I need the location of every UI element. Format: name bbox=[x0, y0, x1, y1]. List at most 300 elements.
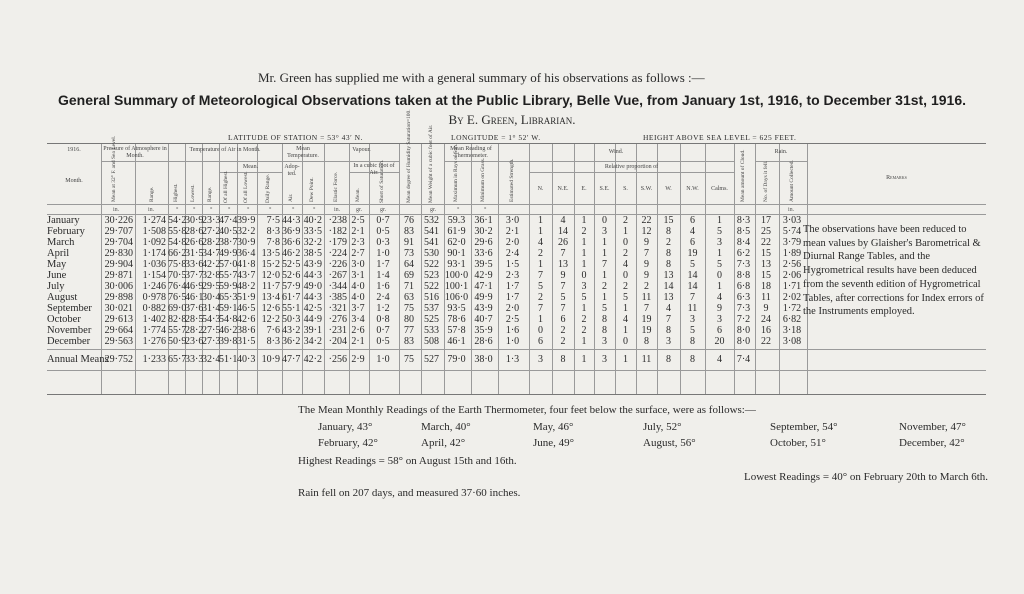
row-january-mn: 36·1 bbox=[474, 215, 493, 226]
row-may-wind-2: 1 bbox=[581, 259, 587, 270]
annual-rule bbox=[47, 349, 986, 350]
row-january-ad: 44·3 bbox=[282, 215, 301, 226]
row-april-cl: 6·2 bbox=[736, 248, 751, 259]
row-january-lo: 30·9 bbox=[185, 215, 204, 226]
row-december-lo: 23·6 bbox=[185, 336, 204, 347]
header-rain-days: No. of Days it fell. bbox=[763, 160, 769, 202]
row-may-wind-7: 5 bbox=[690, 259, 695, 270]
header-cubic-foot: In a cubic foot of Air. bbox=[353, 163, 395, 176]
row-february-ad: 36·9 bbox=[282, 226, 301, 237]
row-november-label: November bbox=[47, 325, 92, 336]
header-dir-sw: S.W. bbox=[640, 186, 653, 192]
row-september-mn: 43·9 bbox=[474, 303, 493, 314]
row-february-lo: 28·6 bbox=[185, 226, 204, 237]
row-november-wind-3: 8 bbox=[602, 325, 607, 336]
row-annual-means-mx: 79·0 bbox=[447, 354, 466, 365]
row-january-hum: 76 bbox=[404, 215, 414, 226]
header-pressure: Pressure of Atmosphere in Month. bbox=[103, 146, 167, 159]
row-june-ef: ·267 bbox=[328, 270, 347, 281]
row-february-wt: 541 bbox=[424, 226, 439, 237]
row-august-hi: 76·5 bbox=[168, 292, 187, 303]
row-november-wind-1: 2 bbox=[560, 325, 566, 336]
row-july-rd: 18 bbox=[761, 281, 771, 292]
row-august-mx: 106·0 bbox=[444, 292, 469, 303]
row-june-vm: 3·1 bbox=[351, 270, 365, 281]
row-september-wind-6: 4 bbox=[666, 303, 671, 314]
row-may-air: 43·9 bbox=[303, 259, 322, 270]
row-august-wind-6: 13 bbox=[663, 292, 674, 303]
row-august-air: 44·3 bbox=[303, 292, 322, 303]
intro-text: Mr. Green has supplied me with a general summary of his observations as follows :— bbox=[258, 70, 705, 85]
row-annual-means-wind-8: 4 bbox=[717, 354, 722, 365]
header-temperature: Temperature of Air in Month. bbox=[189, 147, 261, 153]
row-october-rg: 54·3 bbox=[202, 314, 221, 325]
row-december-al: 31·5 bbox=[237, 336, 256, 347]
unit-deg: ° bbox=[228, 207, 231, 213]
row-november-wind-4: 1 bbox=[623, 325, 628, 336]
row-september-hi: 69·0 bbox=[168, 303, 187, 314]
row-october-wind-1: 6 bbox=[560, 314, 566, 325]
row-june-air: 44·3 bbox=[303, 270, 322, 281]
row-may-ss: 1·7 bbox=[376, 259, 390, 270]
row-october-hi: 82·8 bbox=[168, 314, 187, 325]
row-annual-means-ad: 47·7 bbox=[282, 354, 301, 365]
row-september-es: 2·0 bbox=[505, 303, 520, 314]
row-january-wind-6: 15 bbox=[663, 215, 674, 226]
header-rule bbox=[47, 204, 986, 205]
row-march-vm: 2·3 bbox=[351, 237, 365, 248]
row-february-wind-1: 14 bbox=[558, 226, 568, 237]
row-april-wind-2: 1 bbox=[581, 248, 587, 259]
row-april-ef: ·224 bbox=[328, 248, 347, 259]
row-february-hum: 83 bbox=[404, 226, 414, 237]
header-dir-ne: N.E. bbox=[557, 186, 569, 192]
row-april-wt: 530 bbox=[424, 248, 439, 259]
row-july-ad: 57·9 bbox=[282, 281, 301, 292]
row-january-vm: 2·5 bbox=[351, 215, 365, 226]
row-february-mx: 61·9 bbox=[447, 226, 466, 237]
row-november-mx: 57·8 bbox=[447, 325, 466, 336]
row-may-wind-4: 4 bbox=[623, 259, 628, 270]
row-march-wt: 541 bbox=[424, 237, 439, 248]
row-september-wind-8: 9 bbox=[717, 303, 722, 314]
row-july-al: 48·2 bbox=[237, 281, 256, 292]
row-annual-means-label: Annual Means bbox=[47, 354, 109, 365]
row-january-ah: 47·4 bbox=[219, 215, 238, 226]
header-rain-amount: Amount Collected. bbox=[789, 160, 795, 202]
row-october-air: 44·9 bbox=[303, 314, 322, 325]
row-november-wind-6: 8 bbox=[666, 325, 671, 336]
row-august-wind-7: 7 bbox=[690, 292, 695, 303]
row-october-pr: 1·402 bbox=[142, 314, 166, 325]
row-annual-means-ss: 1·0 bbox=[376, 354, 390, 365]
row-january-wind-4: 2 bbox=[623, 215, 628, 226]
row-annual-means-rg: 32·4 bbox=[202, 354, 221, 365]
row-september-wind-1: 7 bbox=[560, 303, 566, 314]
row-march-wind-7: 6 bbox=[690, 237, 695, 248]
row-may-rd: 13 bbox=[761, 259, 771, 270]
row-july-es: 1·7 bbox=[505, 281, 520, 292]
row-november-rg: 27·5 bbox=[202, 325, 221, 336]
row-august-rg: 30·4 bbox=[202, 292, 221, 303]
row-january-wind-5: 22 bbox=[641, 215, 652, 226]
row-june-wind-3: 1 bbox=[602, 270, 607, 281]
row-september-dr: 12·6 bbox=[261, 303, 280, 314]
row-april-p: 29·830 bbox=[104, 248, 133, 259]
row-december-air: 34·2 bbox=[303, 336, 322, 347]
row-january-wind-8: 1 bbox=[717, 215, 722, 226]
row-february-ra: 5·74 bbox=[782, 226, 802, 237]
row-april-wind-1: 7 bbox=[560, 248, 566, 259]
row-july-mx: 100·1 bbox=[444, 281, 469, 292]
row-october-vm: 3·4 bbox=[351, 314, 365, 325]
row-august-ef: ·385 bbox=[328, 292, 347, 303]
row-june-wind-5: 9 bbox=[644, 270, 649, 281]
row-february-pr: 1·508 bbox=[142, 226, 166, 237]
row-march-ef: ·179 bbox=[328, 237, 347, 248]
row-march-wind-3: 1 bbox=[602, 237, 607, 248]
row-may-dr: 15·2 bbox=[261, 259, 280, 270]
row-september-rd: 9 bbox=[763, 303, 769, 314]
row-june-wind-0: 7 bbox=[538, 270, 543, 281]
row-july-ra: 1·71 bbox=[782, 281, 802, 292]
earth-oct: October, 51° bbox=[770, 437, 826, 449]
row-january-air: 40·2 bbox=[303, 215, 322, 226]
row-december-rd: 22 bbox=[761, 336, 771, 347]
row-october-ah: 54·8 bbox=[219, 314, 238, 325]
unit-deg: ° bbox=[193, 207, 196, 213]
row-march-label: March bbox=[47, 237, 75, 248]
earth-mar: March, 40° bbox=[421, 421, 471, 433]
row-august-wind-4: 5 bbox=[623, 292, 628, 303]
row-august-rd: 11 bbox=[761, 292, 771, 303]
row-december-mx: 46·1 bbox=[447, 336, 466, 347]
row-annual-means-p: 29·752 bbox=[104, 354, 133, 365]
row-april-wind-0: 2 bbox=[538, 248, 543, 259]
row-november-air: 39·1 bbox=[303, 325, 322, 336]
row-april-label: April bbox=[47, 248, 70, 259]
row-january-es: 3·0 bbox=[505, 215, 520, 226]
row-may-wind-6: 8 bbox=[666, 259, 671, 270]
header-lowest: Lowest. bbox=[190, 184, 196, 202]
row-october-dr: 12·2 bbox=[261, 314, 280, 325]
row-march-dr: 7·8 bbox=[266, 237, 280, 248]
row-december-label: December bbox=[47, 336, 91, 347]
row-february-vm: 2·1 bbox=[351, 226, 365, 237]
row-march-wind-6: 2 bbox=[666, 237, 671, 248]
row-july-wind-8: 1 bbox=[717, 281, 722, 292]
row-september-wind-0: 7 bbox=[538, 303, 543, 314]
row-march-es: 2·0 bbox=[505, 237, 520, 248]
row-january-hi: 54·2 bbox=[168, 215, 187, 226]
row-november-pr: 1·774 bbox=[142, 325, 166, 336]
row-april-vm: 2·7 bbox=[351, 248, 365, 259]
row-october-al: 42·6 bbox=[237, 314, 256, 325]
row-february-wind-8: 5 bbox=[717, 226, 722, 237]
header-highest: Highest. bbox=[173, 183, 179, 202]
row-april-wind-6: 8 bbox=[666, 248, 671, 259]
row-september-ah: 59·1 bbox=[219, 303, 238, 314]
row-march-mn: 29·6 bbox=[474, 237, 493, 248]
earth-jul: July, 52° bbox=[643, 421, 682, 433]
row-april-ad: 46·2 bbox=[282, 248, 301, 259]
row-february-air: 33·5 bbox=[303, 226, 322, 237]
row-september-pr: 0·882 bbox=[142, 303, 166, 314]
row-april-air: 38·5 bbox=[303, 248, 322, 259]
row-july-dr: 11·7 bbox=[262, 281, 280, 292]
row-january-wind-1: 4 bbox=[560, 215, 566, 226]
unit-gr: gr. bbox=[430, 207, 437, 213]
header-dir-e: E. bbox=[581, 186, 587, 192]
row-october-ra: 6·82 bbox=[782, 314, 802, 325]
row-july-wind-7: 14 bbox=[687, 281, 698, 292]
row-april-dr: 13·5 bbox=[261, 248, 280, 259]
row-april-mx: 90·1 bbox=[447, 248, 466, 259]
row-january-wt: 532 bbox=[424, 215, 439, 226]
row-february-p: 29·707 bbox=[104, 226, 133, 237]
row-december-pr: 1·276 bbox=[142, 336, 166, 347]
row-august-wind-8: 4 bbox=[717, 292, 722, 303]
row-june-es: 2·3 bbox=[505, 270, 520, 281]
row-october-ss: 0·8 bbox=[376, 314, 390, 325]
row-december-ef: ·204 bbox=[328, 336, 347, 347]
row-august-es: 1·7 bbox=[505, 292, 520, 303]
row-july-wind-0: 5 bbox=[538, 281, 543, 292]
row-april-rg: 34·7 bbox=[202, 248, 221, 259]
row-april-rd: 15 bbox=[761, 248, 771, 259]
row-october-mn: 40·7 bbox=[474, 314, 493, 325]
row-may-pr: 1·036 bbox=[142, 259, 166, 270]
row-april-ra: 1·89 bbox=[782, 248, 802, 259]
header-dir-calms: Calms. bbox=[711, 186, 728, 192]
earth-feb: February, 42° bbox=[318, 437, 378, 449]
row-march-ad: 36·6 bbox=[282, 237, 301, 248]
wind-underline bbox=[498, 161, 734, 162]
station-latitude: LATITUDE OF STATION = 53° 43′ N. bbox=[228, 133, 363, 142]
row-january-wind-3: 0 bbox=[602, 215, 607, 226]
row-september-label: September bbox=[47, 303, 92, 314]
unit-deg: ° bbox=[269, 207, 272, 213]
row-june-mn: 42·9 bbox=[474, 270, 493, 281]
row-january-ra: 3·03 bbox=[782, 215, 802, 226]
row-annual-means-pr: 1·233 bbox=[142, 354, 166, 365]
row-june-ad: 52·6 bbox=[282, 270, 301, 281]
row-september-wind-5: 7 bbox=[644, 303, 649, 314]
row-january-dr: 7·5 bbox=[266, 215, 280, 226]
row-december-wind-6: 3 bbox=[666, 336, 671, 347]
unit-deg: ° bbox=[176, 207, 179, 213]
header-dew-point: Dew Point. bbox=[309, 177, 315, 202]
row-annual-means-hum: 75 bbox=[404, 354, 414, 365]
row-july-air: 49·0 bbox=[303, 281, 322, 292]
unit-in: in. bbox=[788, 207, 795, 213]
header-year: 1916. bbox=[67, 147, 81, 153]
row-september-vm: 3·7 bbox=[351, 303, 365, 314]
row-august-wind-0: 2 bbox=[538, 292, 543, 303]
earth-sep: September, 54° bbox=[770, 421, 838, 433]
row-february-wind-5: 12 bbox=[641, 226, 652, 237]
row-march-wind-0: 4 bbox=[538, 237, 543, 248]
row-annual-means-wt: 527 bbox=[424, 354, 439, 365]
row-may-ef: ·226 bbox=[328, 259, 347, 270]
row-february-cl: 8·5 bbox=[736, 226, 751, 237]
header-daily-range: Daily Range. bbox=[265, 173, 271, 203]
row-december-wt: 508 bbox=[424, 336, 439, 347]
station-longitude: LONGITUDE = 1° 52′ W. bbox=[451, 133, 541, 142]
vapour-underline bbox=[324, 161, 399, 162]
row-november-wind-7: 5 bbox=[690, 325, 695, 336]
row-april-wind-8: 1 bbox=[717, 248, 722, 259]
row-december-wind-2: 1 bbox=[581, 336, 587, 347]
row-may-wind-3: 7 bbox=[602, 259, 607, 270]
row-january-wind-7: 6 bbox=[690, 215, 695, 226]
row-annual-means-lo: 33·3 bbox=[185, 354, 204, 365]
row-october-rd: 24 bbox=[761, 314, 771, 325]
row-january-p: 30·226 bbox=[104, 215, 133, 226]
header-estimated-strength: Estimated Strength. bbox=[509, 158, 515, 202]
row-annual-means-wind-2: 1 bbox=[581, 354, 587, 365]
annual-rule-bottom bbox=[47, 370, 986, 371]
row-july-ss: 1·6 bbox=[376, 281, 390, 292]
row-annual-means-mn: 38·0 bbox=[474, 354, 493, 365]
row-july-wind-1: 7 bbox=[560, 281, 566, 292]
row-february-dr: 8·3 bbox=[266, 226, 280, 237]
row-annual-means-wind-4: 1 bbox=[623, 354, 628, 365]
row-august-wind-2: 5 bbox=[581, 292, 587, 303]
row-october-lo: 28·5 bbox=[185, 314, 204, 325]
row-march-hi: 54·8 bbox=[168, 237, 187, 248]
row-april-wind-7: 19 bbox=[687, 248, 698, 259]
header-vapour-mean: Mean. bbox=[355, 188, 361, 202]
row-may-al: 41·8 bbox=[237, 259, 256, 270]
unit-deg: ° bbox=[484, 207, 487, 213]
unit-deg: ° bbox=[292, 207, 295, 213]
row-november-hi: 55·7 bbox=[168, 325, 187, 336]
header-relative-proportion: Relative proportion of bbox=[604, 164, 659, 170]
row-annual-means-vm: 2·9 bbox=[351, 354, 365, 365]
row-january-al: 39·9 bbox=[237, 215, 256, 226]
row-august-vm: 4·0 bbox=[351, 292, 365, 303]
row-may-p: 29·904 bbox=[104, 259, 133, 270]
row-august-ss: 2·4 bbox=[376, 292, 390, 303]
row-september-hum: 75 bbox=[404, 303, 414, 314]
row-october-p: 29·613 bbox=[104, 314, 133, 325]
header-of-all-highest: Of all Highest. bbox=[223, 170, 229, 203]
row-february-wind-3: 3 bbox=[602, 226, 607, 237]
header-rain: Rain. bbox=[774, 149, 788, 155]
row-march-ah: 38·7 bbox=[219, 237, 238, 248]
row-october-ef: ·276 bbox=[328, 314, 347, 325]
row-july-vm: 4·0 bbox=[351, 281, 365, 292]
row-september-wind-7: 11 bbox=[687, 303, 698, 314]
row-june-ra: 2·06 bbox=[782, 270, 802, 281]
row-june-wind-4: 0 bbox=[623, 270, 628, 281]
row-april-mn: 33·6 bbox=[474, 248, 493, 259]
row-june-al: 43·7 bbox=[237, 270, 256, 281]
row-december-p: 29·563 bbox=[104, 336, 133, 347]
row-november-wind-5: 19 bbox=[641, 325, 652, 336]
row-august-p: 29·898 bbox=[104, 292, 133, 303]
row-march-wind-8: 3 bbox=[717, 237, 722, 248]
row-may-cl: 7·3 bbox=[736, 259, 751, 270]
row-november-ss: 0·7 bbox=[376, 325, 390, 336]
row-december-hi: 50·9 bbox=[168, 336, 187, 347]
header-min-grass: Minimum on Grass. bbox=[480, 157, 486, 202]
unit-deg: ° bbox=[210, 207, 213, 213]
row-june-mx: 100·0 bbox=[444, 270, 469, 281]
row-annual-means-hi: 65·7 bbox=[168, 354, 187, 365]
row-july-p: 30·006 bbox=[104, 281, 133, 292]
unit-gr: gr. bbox=[380, 207, 387, 213]
row-march-air: 32·2 bbox=[303, 237, 322, 248]
row-october-mx: 78·6 bbox=[447, 314, 466, 325]
header-dir-n: N. bbox=[537, 186, 544, 192]
station-height: HEIGHT ABOVE SEA LEVEL = 625 FEET. bbox=[643, 133, 797, 142]
row-april-pr: 1·174 bbox=[142, 248, 166, 259]
row-october-ad: 50·3 bbox=[282, 314, 301, 325]
row-november-wind-2: 2 bbox=[581, 325, 587, 336]
row-january-cl: 8·3 bbox=[736, 215, 751, 226]
row-february-wind-0: 1 bbox=[538, 226, 543, 237]
row-november-vm: 2·6 bbox=[351, 325, 365, 336]
header-of-all-lowest: Of all Lowest. bbox=[243, 171, 249, 203]
unit-deg: ° bbox=[457, 207, 460, 213]
row-september-air: 42·5 bbox=[303, 303, 322, 314]
row-december-ra: 3·08 bbox=[782, 336, 802, 347]
row-october-wind-0: 1 bbox=[538, 314, 543, 325]
row-april-hi: 66·2 bbox=[168, 248, 187, 259]
row-march-mx: 62·0 bbox=[447, 237, 466, 248]
row-october-es: 2·5 bbox=[505, 314, 520, 325]
row-november-wt: 533 bbox=[424, 325, 439, 336]
row-january-pr: 1·274 bbox=[142, 215, 166, 226]
row-august-lo: 46·1 bbox=[185, 292, 204, 303]
header-wind: Wind. bbox=[608, 149, 624, 155]
row-june-hi: 70·5 bbox=[168, 270, 187, 281]
row-october-hum: 80 bbox=[404, 314, 414, 325]
row-december-wind-7: 8 bbox=[690, 336, 695, 347]
row-october-wind-3: 8 bbox=[602, 314, 607, 325]
earth-nov: November, 47° bbox=[899, 421, 966, 433]
row-august-wind-5: 11 bbox=[641, 292, 652, 303]
row-may-hum: 64 bbox=[404, 259, 414, 270]
header-air: Air. bbox=[288, 193, 294, 202]
row-april-hum: 73 bbox=[404, 248, 414, 259]
header-dir-w: W. bbox=[665, 186, 672, 192]
row-annual-means-ah: 51·1 bbox=[219, 354, 238, 365]
row-july-ef: ·344 bbox=[328, 281, 347, 292]
row-march-ss: 0·3 bbox=[376, 237, 390, 248]
row-october-wind-6: 7 bbox=[666, 314, 671, 325]
row-december-hum: 83 bbox=[404, 336, 414, 347]
row-annual-means-es: 1·3 bbox=[505, 354, 520, 365]
row-september-wind-4: 1 bbox=[623, 303, 628, 314]
row-february-ss: 0·5 bbox=[376, 226, 390, 237]
row-november-wind-0: 0 bbox=[538, 325, 543, 336]
row-january-label: January bbox=[47, 215, 80, 226]
unit-in: in. bbox=[113, 207, 120, 213]
row-july-wind-6: 14 bbox=[663, 281, 674, 292]
row-march-wind-1: 26 bbox=[558, 237, 568, 248]
row-december-rg: 27·3 bbox=[202, 336, 221, 347]
meantemp-underline bbox=[282, 161, 324, 162]
row-april-lo: 31·5 bbox=[185, 248, 204, 259]
row-august-wt: 516 bbox=[424, 292, 439, 303]
row-may-es: 1·5 bbox=[505, 259, 520, 270]
row-july-ah: 59·9 bbox=[219, 281, 238, 292]
row-may-lo: 33·6 bbox=[185, 259, 204, 270]
row-september-rg: 31·4 bbox=[202, 303, 221, 314]
